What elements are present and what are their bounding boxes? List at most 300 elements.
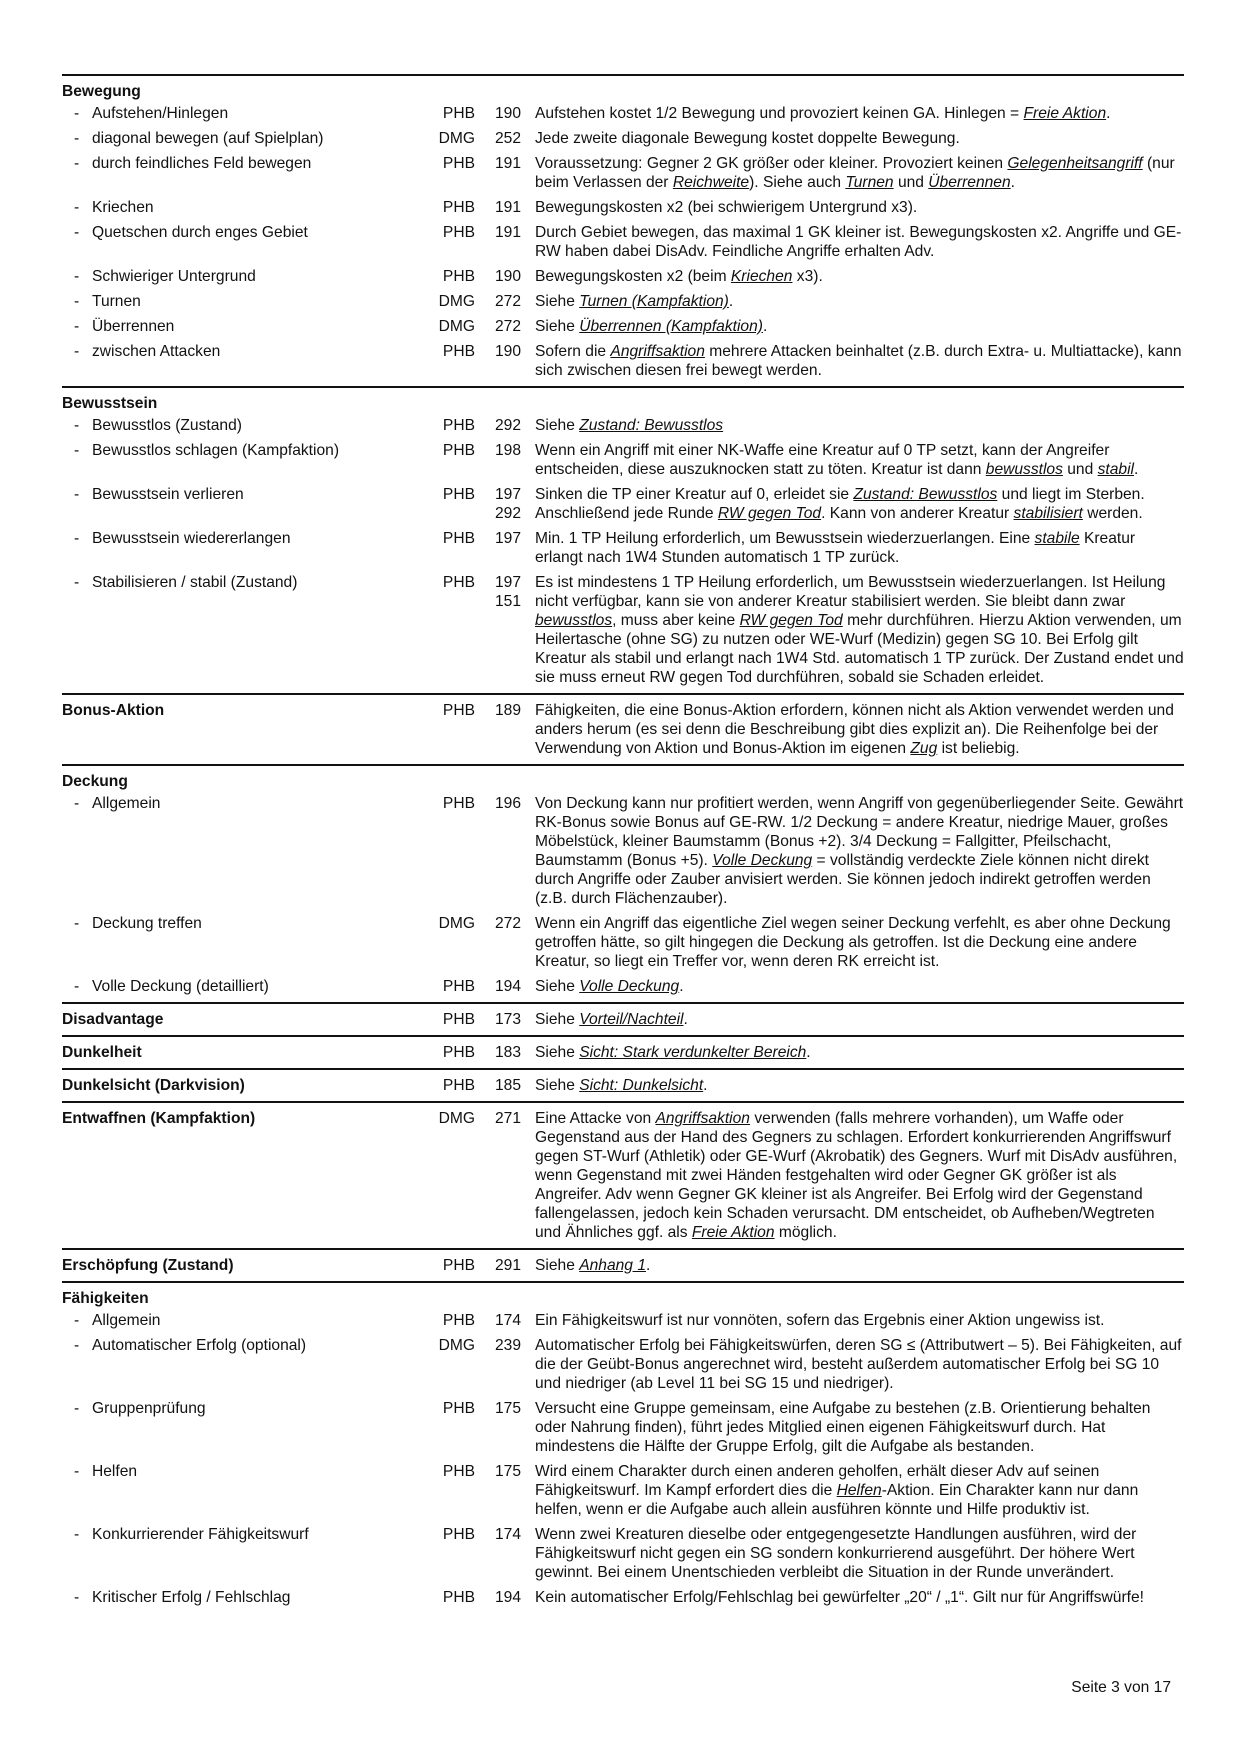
page-reference: 194 (494, 978, 521, 995)
source-book: DMG (438, 915, 475, 932)
list-dash: - (74, 530, 80, 547)
description-text: = vollständig verdeckte Ziele können nicht direkt durch Angriffe oder Zauber anvisiert werden. Sie können jedoch indirekt getroffen werden (z.B. durch Flächenzauber). (535, 852, 1151, 907)
page-reference: 185 (494, 1077, 521, 1094)
page-reference: 183 (494, 1044, 521, 1061)
entry-description (521, 223, 1184, 261)
description-text: Kreatur erlangt nach 1W4 Stunden automatisch 1 TP zurück. (535, 530, 1136, 566)
section-title (62, 772, 422, 791)
page-reference: 173 (494, 1011, 521, 1028)
cross-reference-link[interactable]: Anhang 1 (579, 1257, 646, 1274)
entry-label-text: Bewusstlos schlagen (Kampfaktion) (92, 442, 340, 459)
cross-reference-link[interactable]: Turnen (Kampfaktion) (579, 293, 729, 310)
entry-label-text: durch feindliches Feld bewegen (92, 155, 312, 172)
entry-description (521, 1109, 1184, 1242)
page-reference: 197 (494, 574, 521, 591)
cross-reference-link[interactable]: Freie Aktion (691, 1224, 775, 1241)
entry-label-text: Automatischer Erfolg (optional) (92, 1337, 307, 1354)
entry-description (521, 317, 1184, 336)
source-book: PHB (442, 105, 475, 122)
entry-label-text: diagonal bewegen (auf Spielplan) (92, 130, 324, 147)
list-dash: - (74, 155, 80, 172)
source-book: DMG (438, 1110, 475, 1127)
cross-reference-link[interactable]: Turnen (845, 174, 894, 191)
cross-reference-link[interactable]: Kriechen (730, 268, 793, 285)
entry-label (62, 267, 422, 286)
entry-label-text: Stabilisieren / stabil (Zustand) (92, 574, 298, 591)
section-erschopfung-zustand (62, 1250, 1184, 1283)
page-reference: 197 (494, 486, 521, 503)
description-text: Bewegungskosten x2 (bei schwierigem Untergrund x3). (535, 199, 918, 216)
entry-description (521, 292, 1184, 311)
entry-turnen (62, 292, 1184, 311)
page-reference: 271 (494, 1110, 521, 1127)
page-reference: 174 (494, 1526, 521, 1543)
section-title (62, 82, 422, 101)
section-title (62, 1109, 422, 1128)
entry-description (521, 198, 1184, 217)
entry-label-text: Aufstehen/Hinlegen (92, 105, 229, 122)
page-reference: 272 (494, 293, 521, 310)
source-book: PHB (442, 978, 475, 995)
entry-label (62, 198, 422, 217)
page-reference: 151 (494, 593, 521, 610)
entry-description (521, 1010, 1184, 1029)
entry-konkurrierender-fahigkeitswurf (62, 1525, 1184, 1582)
entry-deckung-treffen (62, 914, 1184, 971)
description-text: Siehe (535, 1077, 580, 1094)
entry-label-text: Deckung treffen (92, 915, 202, 932)
section-title (62, 1043, 422, 1062)
entry-label (62, 223, 422, 242)
description-text: Wenn ein Angriff mit einer NK-Waffe eine Kreatur auf 0 TP setzt, kann der Angreifer entscheiden, diese auszuknocken statt zu töten. Kreatur ist dann (535, 442, 1110, 478)
entry-stabilisieren-stabil-zustand (62, 573, 1184, 687)
source-pages (475, 129, 521, 148)
description-text: . (806, 1044, 811, 1061)
section-title-text: Disadvantage (62, 1011, 164, 1028)
page-reference: 292 (494, 417, 521, 434)
entry-label-text: Turnen (92, 293, 141, 310)
list-dash: - (74, 224, 80, 241)
section-title-text: Dunkelsicht (Darkvision) (62, 1077, 245, 1094)
description-text: x3). (792, 268, 823, 285)
description-text: Versucht eine Gruppe gemeinsam, eine Aufgabe zu bestehen (z.B. Orientierung behalten oder Nahrung finden), führt jedes Mitglied einen eigenen Fähigkeitswurf durch. Hat mindestens die Hälfte der Gruppe Erfolg, gilt die Aufgabe als bestanden. (535, 1400, 1151, 1455)
entry-volle-deckung-detailliert (62, 977, 1184, 996)
section-dunkelsicht-darkvision (62, 1070, 1184, 1103)
entry-label (62, 416, 422, 435)
description-text: Siehe (535, 318, 580, 335)
entry-description (521, 1588, 1184, 1607)
entry-description (521, 104, 1184, 123)
page-reference: 292 (494, 505, 521, 522)
section-deckung (62, 766, 1184, 1004)
cross-reference-link[interactable]: Sicht: Stark verdunkelter Bereich (579, 1044, 807, 1061)
entry-dunkelheit (62, 1043, 1184, 1062)
page-reference: 175 (494, 1463, 521, 1480)
entry-bewusstsein-wiedererlangen (62, 529, 1184, 567)
entry-label (62, 342, 422, 361)
source-book: PHB (442, 1077, 475, 1094)
entry-label (62, 129, 422, 148)
entry-allgemein (62, 1311, 1184, 1330)
list-dash: - (74, 343, 80, 360)
page-reference: 191 (494, 199, 521, 216)
entry-label (62, 317, 422, 336)
cross-reference-link[interactable]: stabile (1034, 530, 1080, 547)
list-dash: - (74, 1463, 80, 1480)
source-pages (475, 1588, 521, 1607)
entry-label-text: Allgemein (92, 1312, 161, 1329)
entry-diagonal-bewegen-auf-spielplan (62, 129, 1184, 148)
cross-reference-link[interactable]: Vorteil/Nachteil (579, 1011, 684, 1028)
list-dash: - (74, 417, 80, 434)
list-dash: - (74, 1400, 80, 1417)
list-dash: - (74, 268, 80, 285)
entry-zwischen-attacken (62, 342, 1184, 380)
description-text: Durch Gebiet bewegen, das maximal 1 GK kleiner ist. Bewegungskosten x2. Angriffe und GE-RW haben dabei DisAdv. Feindliche Angriffe erhalten Adv. (535, 224, 1182, 260)
cross-reference-link[interactable]: bewusstlos (985, 461, 1063, 478)
list-dash: - (74, 486, 80, 503)
source-book: PHB (442, 530, 475, 547)
page-reference: 272 (494, 318, 521, 335)
page-reference: 239 (494, 1337, 521, 1354)
entry-description (521, 1399, 1184, 1456)
entry-label (62, 1336, 422, 1355)
source-pages (475, 317, 521, 336)
description-text: Min. 1 TP Heilung erforderlich, um Bewusstsein wiederzuerlangen. Eine (535, 530, 1035, 547)
cross-reference-link[interactable]: Volle Deckung (579, 978, 680, 995)
source-book: PHB (442, 1400, 475, 1417)
section-title-text: Dunkelheit (62, 1044, 142, 1061)
section-title-text: Entwaffnen (Kampfaktion) (62, 1110, 256, 1127)
list-dash: - (74, 915, 80, 932)
entry-description (521, 1311, 1184, 1330)
page-reference: 252 (494, 130, 521, 147)
description-text: ist beliebig. (937, 740, 1020, 757)
entry-dunkelsicht-darkvision (62, 1076, 1184, 1095)
source-pages (475, 1043, 521, 1062)
entry-label-text: Bewusstsein wiedererlangen (92, 530, 291, 547)
list-dash: - (74, 1337, 80, 1354)
source-pages (475, 1525, 521, 1544)
description-text: Fähigkeiten, die eine Bonus-Aktion erfordern, können nicht als Aktion verwendet werden und anders herum (es sei denn die Beschreibung gibt dies explizit an). Die Reihenfolge bei der Verwendung von Aktion und Bonus-Aktion im eigenen (535, 702, 1174, 757)
entry-disadvantage (62, 1010, 1184, 1029)
description-text: Wenn ein Angriff das eigentliche Ziel wegen seiner Deckung verfehlt, es aber ohne Deckung getroffen hätte, so gilt hingegen die Deckung als getroffen. Ist die Deckung eine andere Kreatur, so liegt ein Treffer vor, wenn deren RK erreicht ist. (535, 915, 1171, 970)
entry-label (62, 1399, 422, 1418)
entry-label (62, 1462, 422, 1481)
page-reference: 190 (494, 105, 521, 122)
section-title (62, 394, 422, 413)
entry-label (62, 441, 422, 460)
source-book: PHB (442, 795, 475, 812)
entry-label-text: Schwieriger Untergrund (92, 268, 256, 285)
list-dash: - (74, 1589, 80, 1606)
source-pages (475, 529, 521, 548)
cross-reference-link[interactable]: Volle Deckung (712, 852, 813, 869)
page-reference: 198 (494, 442, 521, 459)
description-text: Siehe (535, 978, 580, 995)
entry-label (62, 1588, 422, 1607)
entry-entwaffnen-kampfaktion (62, 1109, 1184, 1242)
section-bewegung (62, 76, 1184, 388)
list-dash: - (74, 130, 80, 147)
section-title (62, 1256, 422, 1275)
entry-durch-feindliches-feld-bewegen (62, 154, 1184, 192)
entry-gruppenprufung (62, 1399, 1184, 1456)
page-reference: 175 (494, 1400, 521, 1417)
entry-description (521, 441, 1184, 479)
description-text: -Aktion. Ein Charakter kann nur dann helfen, wenn er die Aufgabe auch allein ausführen könnte und Hilfe produktiv ist. (535, 1482, 1139, 1518)
entry-description (521, 1336, 1184, 1393)
entry-label-text: Bewusstsein verlieren (92, 486, 244, 503)
cross-reference-link[interactable]: Gelegenheitsangriff (1007, 155, 1143, 172)
entry-description (521, 914, 1184, 971)
list-dash: - (74, 1312, 80, 1329)
source-book: PHB (442, 1044, 475, 1061)
entry-description (521, 267, 1184, 286)
list-dash: - (74, 978, 80, 995)
entry-label (62, 104, 422, 123)
source-pages (475, 701, 521, 720)
description-text: ). Siehe auch (749, 174, 846, 191)
entry-description (521, 1462, 1184, 1519)
cross-reference-link[interactable]: Sicht: Dunkelsicht (579, 1077, 704, 1094)
section-title-text: Bonus-Aktion (62, 702, 165, 719)
section-dunkelheit (62, 1037, 1184, 1070)
source-book: PHB (442, 343, 475, 360)
section-fahigkeiten (62, 1283, 1184, 1613)
section-title (62, 701, 422, 720)
entry-label (62, 292, 422, 311)
entry-label-text: Gruppenprüfung (92, 1400, 206, 1417)
source-book: DMG (438, 293, 475, 310)
cross-reference-link[interactable]: Reichweite (672, 174, 750, 191)
entry-description (521, 701, 1184, 758)
section-bewusstsein (62, 388, 1184, 695)
cross-reference-link[interactable]: RW gegen Tod (739, 612, 843, 629)
entry-description (521, 485, 1184, 523)
cross-reference-link[interactable]: Zug (910, 740, 938, 757)
description-text: Jede zweite diagonale Bewegung kostet doppelte Bewegung. (535, 130, 960, 147)
source-book: PHB (442, 1312, 475, 1329)
entry-description (521, 529, 1184, 567)
description-text: und (893, 174, 929, 191)
source-book: PHB (442, 1589, 475, 1606)
description-text: möglich. (774, 1224, 837, 1241)
entry-label (62, 529, 422, 548)
page-reference: 190 (494, 343, 521, 360)
cross-reference-link[interactable]: Angriffsaktion (655, 1110, 750, 1127)
description-text: Siehe (535, 1257, 580, 1274)
source-book: PHB (442, 417, 475, 434)
section-title-text: Bewegung (62, 83, 141, 100)
description-text: werden. (1082, 505, 1143, 522)
description-text: mehrere Attacken beinhaltet (z.B. durch Extra- u. Multiattacke), kann sich zwischen diesen frei bewegt werden. (535, 343, 1182, 379)
description-text: . (679, 978, 684, 995)
description-text: . (1134, 461, 1139, 478)
source-book: PHB (442, 486, 475, 503)
description-text: und (1062, 461, 1098, 478)
page-reference: 272 (494, 915, 521, 932)
source-pages (475, 267, 521, 286)
entry-kriechen (62, 198, 1184, 217)
source-book: PHB (442, 1526, 475, 1543)
source-pages (475, 1256, 521, 1275)
page-reference: 174 (494, 1312, 521, 1329)
source-book: PHB (442, 702, 475, 719)
source-pages (475, 977, 521, 996)
source-book: DMG (438, 318, 475, 335)
entry-description (521, 1256, 1184, 1275)
source-pages (475, 198, 521, 217)
description-text: Voraussetzung: Gegner 2 GK größer oder kleiner. Provoziert keinen (535, 155, 1008, 172)
entry-description (521, 1076, 1184, 1095)
source-pages (475, 292, 521, 311)
source-book: PHB (442, 1011, 475, 1028)
page-number: Seite 3 von 17 (1071, 1679, 1171, 1696)
section-title-text: Bewusstsein (62, 395, 158, 412)
section-title-text: Fähigkeiten (62, 1290, 149, 1307)
section-header (62, 772, 1184, 791)
page-reference: 291 (494, 1257, 521, 1274)
cross-reference-link[interactable]: RW gegen Tod (717, 505, 822, 522)
description-text: . Kann von anderer Kreatur (821, 505, 1014, 522)
source-pages (475, 416, 521, 435)
source-pages (475, 485, 521, 523)
entry-description (521, 1043, 1184, 1062)
cross-reference-link[interactable]: Freie Aktion (1023, 105, 1107, 122)
entry-bewusstlos-zustand (62, 416, 1184, 435)
cross-reference-link[interactable]: Angriffsaktion (610, 343, 705, 360)
entry-description (521, 416, 1184, 435)
description-text: Siehe (535, 1044, 580, 1061)
description-text: Aufstehen kostet 1/2 Bewegung und provoziert keinen GA. Hinlegen = (535, 105, 1024, 122)
source-pages (475, 1311, 521, 1330)
cross-reference-link[interactable]: bewusstlos (535, 612, 613, 629)
source-book: PHB (442, 442, 475, 459)
source-book: PHB (442, 199, 475, 216)
entry-label-text: Bewusstlos (Zustand) (92, 417, 242, 434)
source-pages (475, 914, 521, 933)
description-text: . (683, 1011, 688, 1028)
entry-label (62, 1525, 422, 1544)
entry-automatischer-erfolg-optional (62, 1336, 1184, 1393)
description-text: Automatischer Erfolg bei Fähigkeitswürfen, deren SG ≤ (Attributwert – 5). Bei Fähigkeiten, auf die der Geübt-Bonus angerechnet wird, besteht außerdem automatischer Erfolg bei SG 10 und niedriger (ab Level 11 bei SG 15 und niedriger). (535, 1337, 1182, 1392)
source-pages (475, 1109, 521, 1128)
cross-reference-link[interactable]: Zustand: Bewusstlos (853, 486, 998, 503)
section-header (62, 394, 1184, 413)
source-book: PHB (442, 155, 475, 172)
cross-reference-link[interactable]: Helfen (836, 1482, 882, 1499)
entry-description (521, 794, 1184, 908)
entry-uberrennen (62, 317, 1184, 336)
page-reference: 197 (494, 530, 521, 547)
entry-bonus-aktion (62, 701, 1184, 758)
description-text: Bewegungskosten x2 (beim (535, 268, 731, 285)
source-book: PHB (442, 268, 475, 285)
entry-bewusstlos-schlagen-kampfaktion (62, 441, 1184, 479)
source-pages (475, 154, 521, 173)
entry-label (62, 914, 422, 933)
entry-label (62, 573, 422, 592)
entry-quetschen-durch-enges-gebiet (62, 223, 1184, 261)
entry-label-text: zwischen Attacken (92, 343, 221, 360)
entry-description (521, 154, 1184, 192)
glossary-page (62, 74, 1184, 1613)
entry-kritischer-erfolg-fehlschlag (62, 1588, 1184, 1607)
list-dash: - (74, 105, 80, 122)
section-title-text: Deckung (62, 773, 128, 790)
page-reference: 194 (494, 1589, 521, 1606)
description-text: Ein Fähigkeitswurf ist nur vonnöten, sofern das Ergebnis einer Aktion ungewiss ist. (535, 1312, 1105, 1329)
source-pages (475, 1399, 521, 1418)
source-book: PHB (442, 1257, 475, 1274)
entry-label-text: Konkurrierender Fähigkeitswurf (92, 1526, 309, 1543)
glossary-sections (62, 76, 1184, 1613)
entry-aufstehen-hinlegen (62, 104, 1184, 123)
description-text: . (762, 318, 768, 335)
description-text: . (1010, 174, 1015, 191)
entry-label-text: Überrennen (92, 318, 175, 335)
source-pages (475, 223, 521, 242)
entry-label-text: Volle Deckung (detailliert) (92, 978, 269, 995)
description-text: Wenn zwei Kreaturen dieselbe oder entgegengesetzte Handlungen ausführen, wird der Fähigkeitswurf nicht gegen ein SG sondern konkurrierend ausgeführt. Der höhere Wert gewinnt. Bei einem Unentschieden verbleibt die Situation in der Runde unverändert. (535, 1526, 1137, 1581)
source-pages (475, 1336, 521, 1355)
list-dash: - (74, 1526, 80, 1543)
page-reference: 189 (494, 702, 521, 719)
description-text: Siehe (535, 417, 580, 434)
description-text: , muss aber keine (612, 612, 740, 629)
source-book: DMG (438, 1337, 475, 1354)
description-text: Sinken die TP einer Kreatur auf 0, erleidet sie (535, 486, 854, 503)
cross-reference-link[interactable]: Überrennen (Kampfaktion) (579, 318, 763, 335)
description-text: . (646, 1257, 651, 1274)
entry-helfen (62, 1462, 1184, 1519)
source-pages (475, 342, 521, 361)
cross-reference-link[interactable]: stabil (1097, 461, 1134, 478)
cross-reference-link[interactable]: Überrennen (928, 174, 1011, 191)
source-pages (475, 794, 521, 813)
description-text: Siehe (535, 1011, 580, 1028)
section-title (62, 1289, 422, 1308)
description-text: Wird einem Charakter durch einen anderen geholfen, erhält dieser Adv auf seinen Fähigkeitswurf. Im Kampf erfordert dies die (535, 1463, 1100, 1499)
entry-description (521, 1525, 1184, 1582)
entry-label-text: Kritischer Erfolg / Fehlschlag (92, 1589, 291, 1606)
description-text: Sofern die (535, 343, 611, 360)
entry-label-text: Allgemein (92, 795, 161, 812)
description-text: Kein automatischer Erfolg/Fehlschlag bei gewürfelter „20“ / „1“. Gilt nur für Angriffswürfe! (535, 1589, 1145, 1606)
source-pages (475, 1462, 521, 1481)
entry-schwieriger-untergrund (62, 267, 1184, 286)
section-disadvantage (62, 1004, 1184, 1037)
description-text: Siehe (535, 293, 580, 310)
description-text: Eine Attacke von (535, 1110, 656, 1127)
cross-reference-link[interactable]: Zustand: Bewusstlos (579, 417, 724, 434)
entry-label (62, 794, 422, 813)
section-bonus-aktion (62, 695, 1184, 766)
description-text: . (728, 293, 734, 310)
entry-description (521, 342, 1184, 380)
page-reference: 191 (494, 224, 521, 241)
page-reference: 190 (494, 268, 521, 285)
cross-reference-link[interactable]: stabilisiert (1013, 505, 1083, 522)
entry-label-text: Quetschen durch enges Gebiet (92, 224, 308, 241)
source-book: DMG (438, 130, 475, 147)
entry-label (62, 154, 422, 173)
section-header (62, 1289, 1184, 1308)
description-text: (nur beim Verlassen der (535, 155, 1175, 191)
entry-label (62, 485, 422, 504)
list-dash: - (74, 442, 80, 459)
